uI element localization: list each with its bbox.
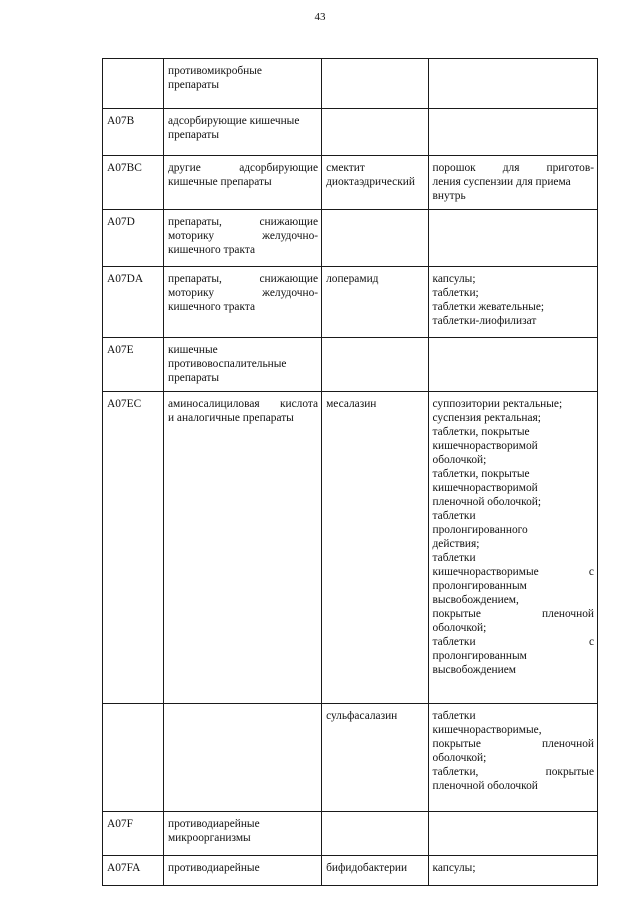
cell-code: A07EC [103, 392, 164, 704]
cell-inn [322, 338, 428, 392]
cell-form [428, 812, 597, 856]
cell-line: кишечного тракта [167, 301, 256, 313]
cell-line: кишечнорастворимые, [432, 724, 542, 736]
table-row [103, 338, 598, 392]
cell-inn [322, 267, 428, 338]
table-row [103, 812, 598, 856]
table-body [103, 59, 598, 886]
table-row [103, 267, 598, 338]
cell-line: моторику желудочно- [167, 287, 319, 299]
cell-line: капсулы; [432, 273, 476, 285]
cell-line: пленочной оболочкой; [432, 496, 542, 508]
cell-line: высвобождением [432, 664, 516, 676]
page-number: 43 [314, 11, 326, 23]
cell-line: аминосалициловая кислота [167, 398, 319, 410]
cell-code: A07E [103, 338, 164, 392]
cell-code [103, 704, 164, 812]
cell-line: таблетки-лиофилизат [432, 315, 537, 327]
cell-line: кишечные препараты [167, 176, 272, 188]
cell-inn [322, 392, 428, 704]
cell-line: лоперамид [326, 273, 379, 285]
cell-code: A07B [103, 109, 164, 156]
cell-form [428, 392, 597, 704]
cell-line: препараты [167, 129, 220, 141]
cell-line: таблетки с [432, 636, 594, 648]
cell-line: адсорбирующие кишечные [167, 115, 300, 127]
cell-line: суспензия ректальная; [432, 412, 541, 424]
cell-name [163, 156, 321, 210]
cell-form [428, 704, 597, 812]
cell-name [163, 210, 321, 267]
cell-name [163, 856, 321, 886]
cell-line: кишечнорастворимой [432, 482, 538, 494]
cell-form [428, 109, 597, 156]
cell-code [103, 59, 164, 109]
cell-line: смектит [326, 162, 365, 174]
cell-line: таблетки; [432, 287, 479, 299]
cell-line: покрытые пленочной [432, 608, 594, 620]
cell-line: кишечного тракта [167, 244, 256, 256]
cell-line: сульфасалазин [326, 710, 398, 722]
cell-inn [322, 156, 428, 210]
cell-line: противовоспалительные [167, 358, 287, 370]
atc-table [102, 58, 598, 886]
cell-name [163, 267, 321, 338]
cell-form [428, 156, 597, 210]
cell-line: кишечнорастворимой [432, 440, 538, 452]
cell-line: действия; [432, 538, 480, 550]
cell-name [163, 338, 321, 392]
cell-name [163, 59, 321, 109]
table-row [103, 392, 598, 704]
cell-line: месалазин [326, 398, 377, 410]
cell-name [163, 392, 321, 704]
cell-line: капсулы; [432, 862, 476, 874]
cell-line: таблетки [432, 552, 476, 564]
table-row [103, 210, 598, 267]
table-row [103, 704, 598, 812]
cell-line: пролонгированным [432, 650, 527, 662]
cell-line: пролонгированного [432, 524, 528, 536]
cell-form [428, 59, 597, 109]
cell-line: диоктаэдрический [326, 176, 415, 188]
cell-form [428, 338, 597, 392]
cell-line: суппозитории ректальные; [432, 398, 563, 410]
cell-line: противодиарейные [167, 862, 260, 874]
cell-line: и аналогичные препараты [167, 412, 294, 424]
cell-line: другие адсорбирующие [167, 162, 319, 174]
cell-line: таблетки жевательные; [432, 301, 545, 313]
cell-line: препараты [167, 372, 220, 384]
cell-line: порошок для приготов- [432, 162, 594, 174]
cell-line: препараты, снижающие [167, 216, 319, 228]
cell-code: A07F [103, 812, 164, 856]
cell-inn [322, 812, 428, 856]
cell-form [428, 210, 597, 267]
cell-line: оболочкой; [432, 454, 487, 466]
cell-code: A07DA [103, 267, 164, 338]
cell-code: A07FA [103, 856, 164, 886]
cell-line: микроорганизмы [167, 832, 251, 844]
cell-code: A07D [103, 210, 164, 267]
table-row [103, 59, 598, 109]
cell-line: высвобождением, [432, 594, 519, 606]
cell-line: ления суспензии для приема [432, 176, 571, 188]
cell-inn [322, 109, 428, 156]
cell-form [428, 267, 597, 338]
cell-line: оболочкой; [432, 622, 487, 634]
cell-name [163, 812, 321, 856]
table-row [103, 156, 598, 210]
cell-line: покрытые пленочной [432, 738, 594, 750]
cell-line: кишечнорастворимые с [432, 566, 594, 578]
cell-line: моторику желудочно- [167, 230, 319, 242]
cell-inn [322, 856, 428, 886]
table-row [103, 856, 598, 886]
cell-line: бифидобактерии [326, 862, 408, 874]
cell-line: таблетки, покрытые [432, 766, 594, 778]
cell-line: препараты, снижающие [167, 273, 319, 285]
cell-name [163, 109, 321, 156]
cell-line: таблетки, покрытые [432, 468, 530, 480]
table-row [103, 109, 598, 156]
cell-line: препараты [167, 79, 220, 91]
cell-line: таблетки, покрытые [432, 426, 530, 438]
cell-line: кишечные [167, 344, 218, 356]
cell-inn [322, 59, 428, 109]
cell-line: противодиарейные [167, 818, 260, 830]
cell-line: таблетки [432, 510, 476, 522]
cell-code: A07BC [103, 156, 164, 210]
cell-name [163, 704, 321, 812]
cell-form [428, 856, 597, 886]
cell-line: таблетки [432, 710, 476, 722]
cell-line: оболочкой; [432, 752, 487, 764]
cell-inn [322, 210, 428, 267]
cell-inn [322, 704, 428, 812]
cell-line: внутрь [432, 190, 466, 202]
cell-line: пленочной оболочкой [432, 780, 538, 792]
cell-line: пролонгированным [432, 580, 527, 592]
cell-line: противомикробные [167, 65, 262, 77]
